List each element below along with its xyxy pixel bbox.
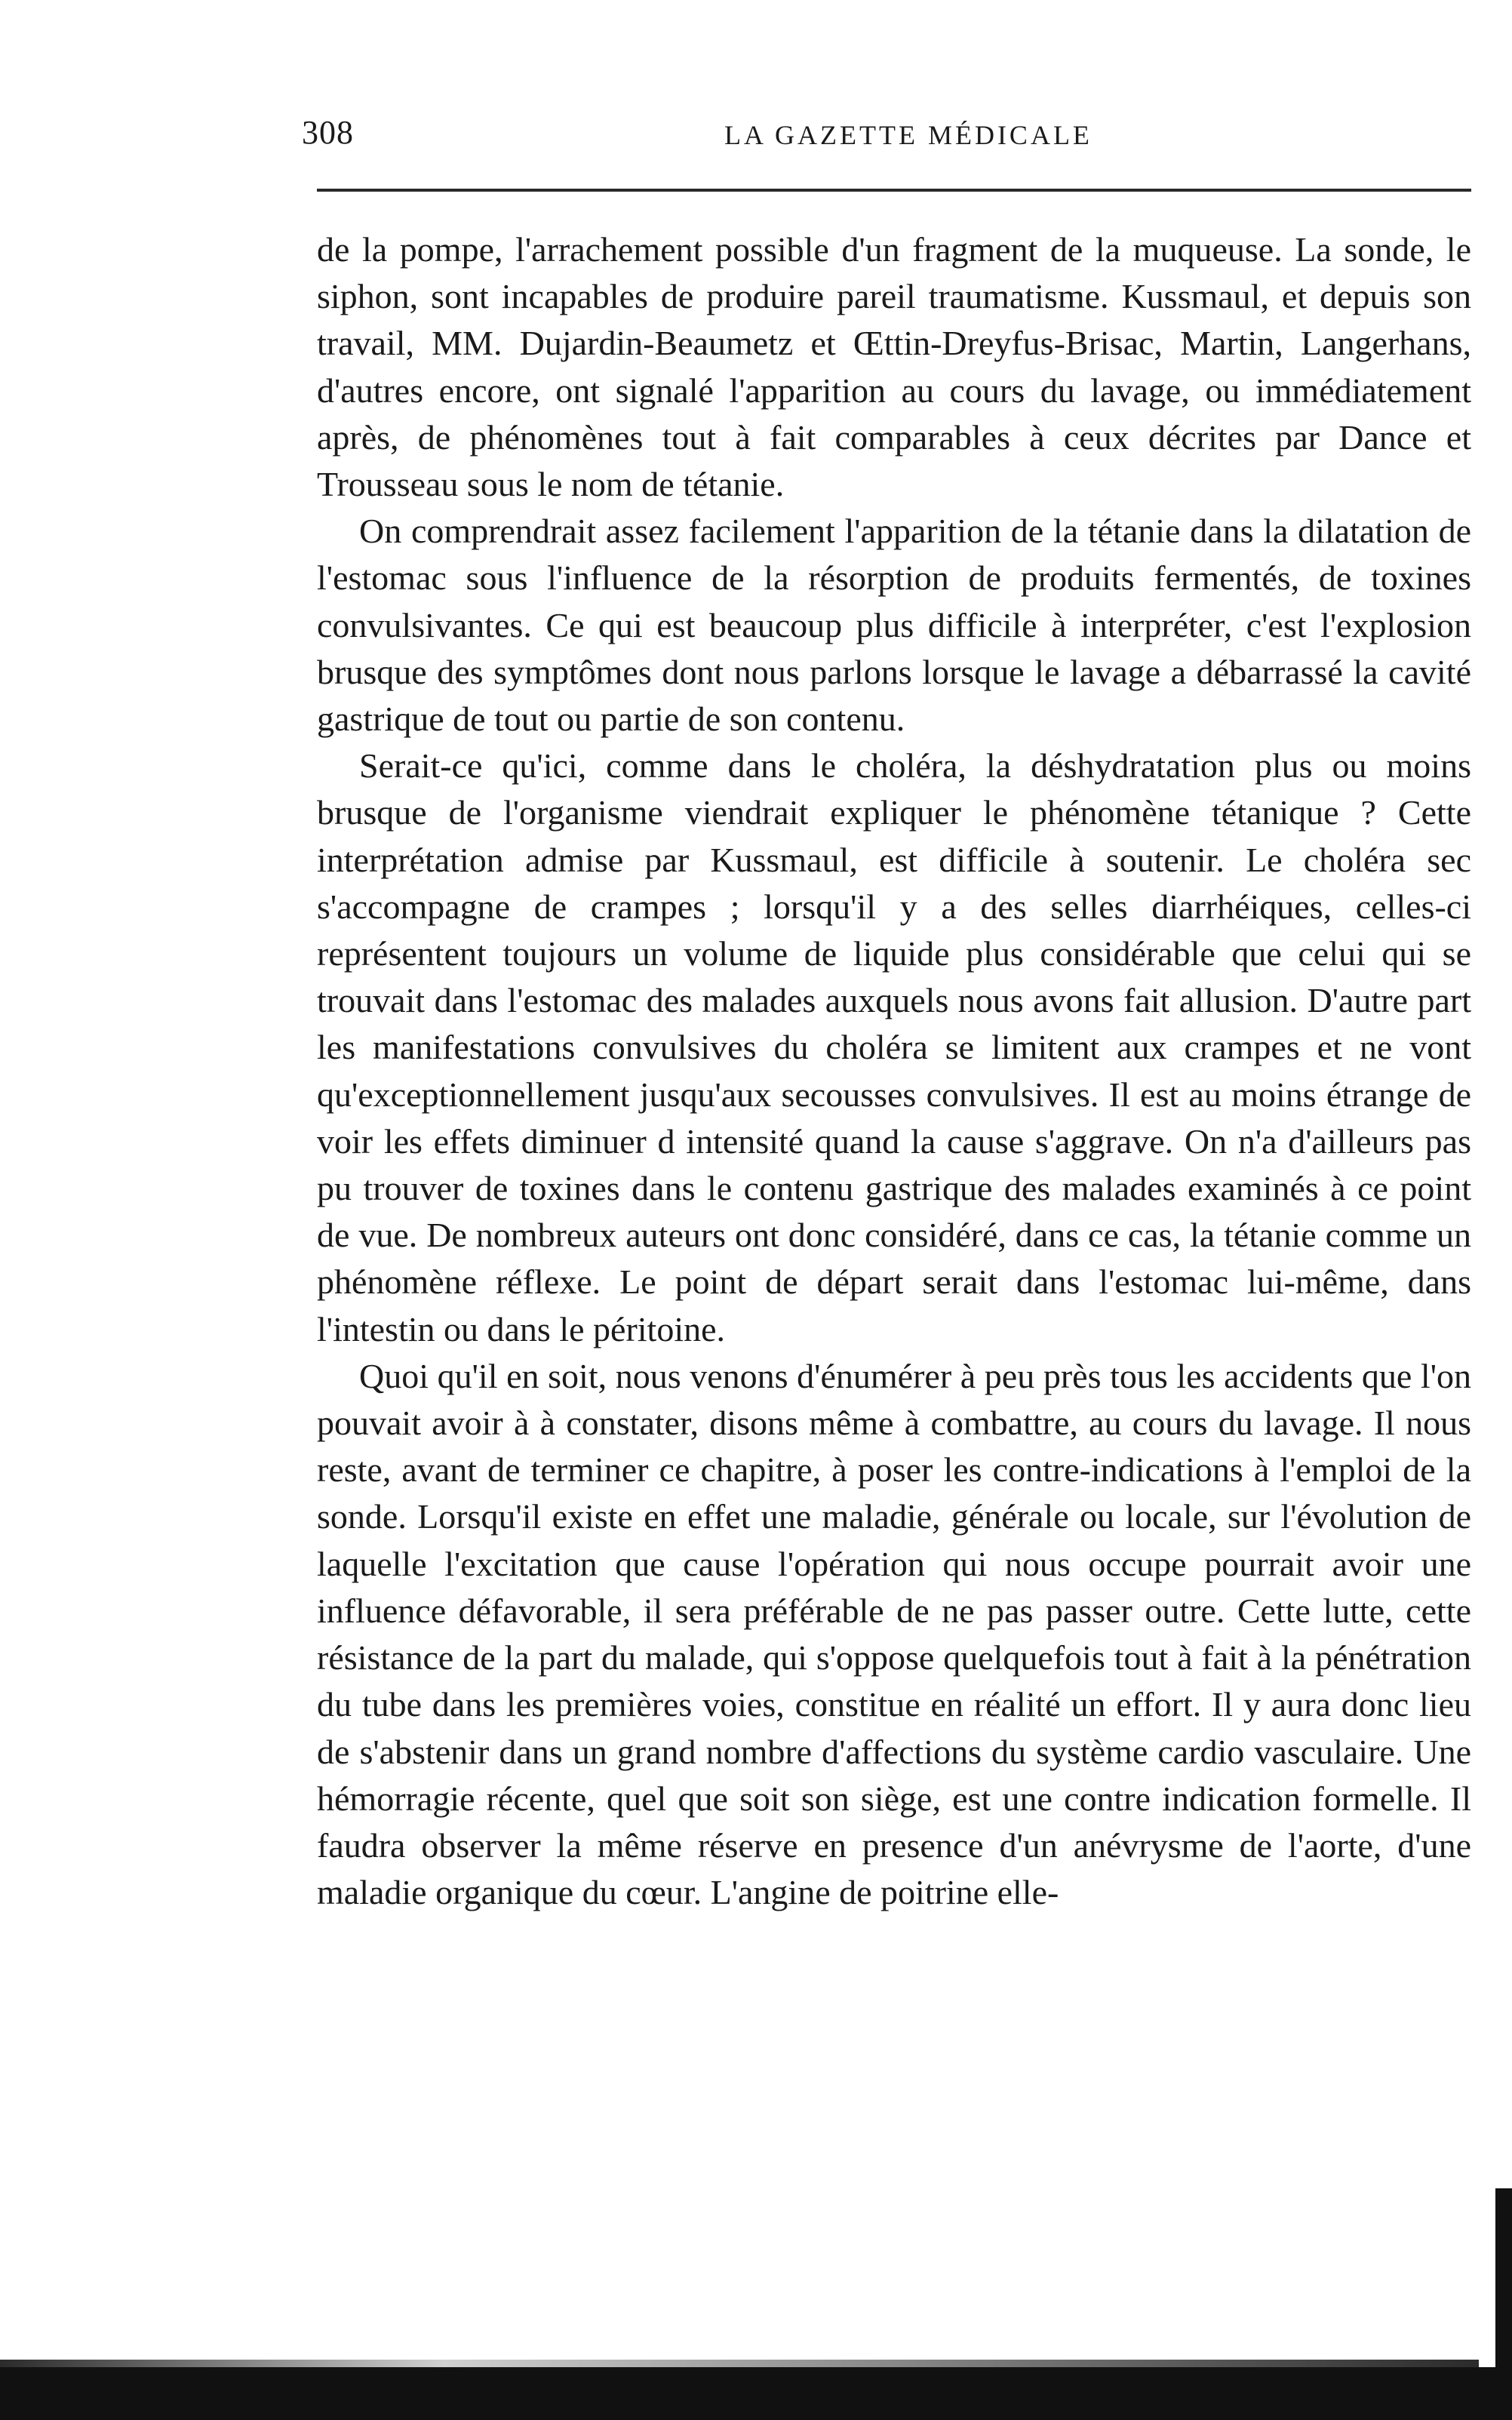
page-number: 308 — [302, 114, 354, 151]
body-text — [317, 226, 1471, 1916]
paragraph-4: Quoi qu'il en soit, nous venons d'énumérer à peu près tous les accidents que l'on pouvait avoir à à constater, disons même à combattre, au cours du lavage. Il nous reste, avant de terminer ce chapitre, à poser les contre-indications à l'emploi de la sonde. Lorsqu'il existe en effet une maladie, générale ou locale, sur l'évolution de laquelle l'excitation que cause l'opération qui nous occupe pourrait avoir une influence défavorable, il sera préférable de ne pas passer outre. Cette lutte, cette résistance de la part du malade, qui s'oppose quelquefois tout à fait à la pénétration du tube dans les premières voies, constitue en réalité un effort. Il y aura donc lieu de s'abstenir dans un grand nombre d'affections du système cardio vasculaire. Une hémorragie récente, quel que soit son siège, est une contre indication formelle. Il faudra observer la même réserve en presence d'un anévrysme de l'aorte, d'une maladie organique du cœur. L'angine de poitrine elle- — [317, 1356, 1471, 1912]
running-title: LA GAZETTE MÉDICALE — [724, 120, 1093, 150]
scan-streak — [0, 2360, 1479, 2367]
header-rule — [317, 189, 1471, 192]
paragraph-3: Serait-ce qu'ici, comme dans le choléra, la déshydratation plus ou moins brusque de l'organisme viendrait expliquer le phénomène tétanique ? Cette interprétation admise par Kussmaul, est difficile à soutenir. Le choléra sec s'accompagne de crampes ; lorsqu'il y a des selles diarrhéiques, celles-ci représentent toujours un volume de liquide plus considérable que celui qui se trouvait dans l'estomac des malades auxquels nous avons fait allusion. D'autre part les manifestations convulsives du choléra se limitent aux crampes et ne vont qu'exceptionnellement jusqu'aux secousses convulsives. Il est au moins étrange de voir les effets diminuer d intensité quand la cause s'aggrave. On n'a d'ailleurs pas pu trouver de toxines dans le contenu gastrique des malades examinés à ce point de vue. De nombreux auteurs ont donc considéré, dans ce cas, la tétanie comme un phénomène réflexe. Le point de départ serait dans l'estomac lui-même, dans l'intestin ou dans le péritoine. — [317, 746, 1471, 1348]
scan-edge-right — [1495, 2188, 1512, 2420]
scan-edge-bottom — [0, 2367, 1512, 2420]
page-header — [302, 113, 1479, 166]
paragraph-1: de la pompe, l'arrachement possible d'un fragment de la muqueuse. La sonde, le siphon, sont incapables de produire pareil traumatisme. Kussmaul, et depuis son travail, MM. Dujardin-Beaumetz et Œttin-Dreyfus-Brisac, Martin, Langerhans, d'autres encore, ont signalé l'apparition au cours du lavage, ou immédiatement après, de phénomènes tout à fait comparables à ceux décrites par Dance et Trousseau sous le nom de tétanie. — [317, 230, 1471, 504]
paragraph-2: On comprendrait assez facilement l'apparition de la tétanie dans la dilatation de l'estomac sous l'influence de la résorption de produits fermentés, de toxines convulsivantes. Ce qui est beaucoup plus difficile à interpréter, c'est l'explosion brusque des symptômes dont nous parlons lorsque le lavage a débarrassé la cavité gastrique de tout ou partie de son contenu. — [317, 512, 1471, 739]
